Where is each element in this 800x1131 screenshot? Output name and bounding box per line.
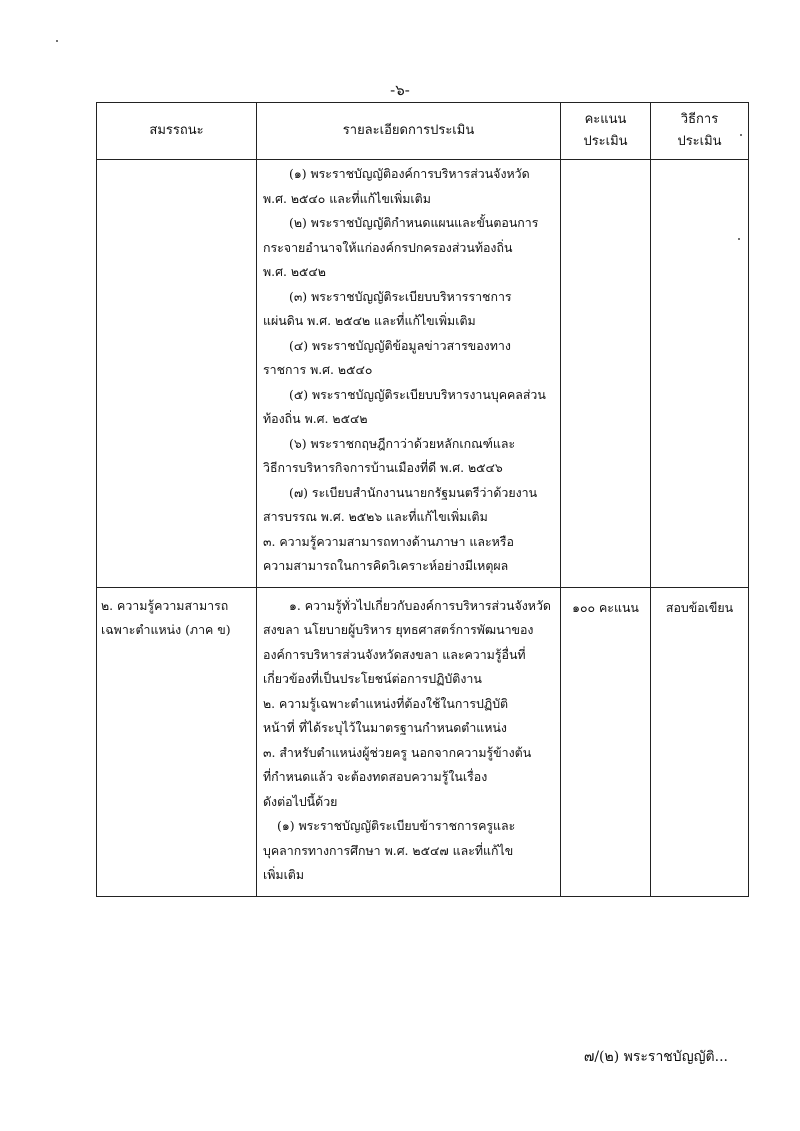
header-method — [651, 103, 749, 160]
detail-line: เพิ่มเติม — [263, 867, 305, 882]
header-method-line2: ประเมิน — [677, 134, 722, 149]
table-row — [97, 587, 749, 896]
detail-line: วิธีการบริหารกิจการบ้านเมืองที่ดี พ.ศ. ๒๕๔๖ — [263, 460, 503, 475]
detail-line: บุคลากรทางการศึกษา พ.ศ. ๒๕๔๗ และที่แก้ไข — [263, 842, 514, 858]
detail-line: ๒. ความรู้เฉพาะตำแหน่งที่ต้องใช้ในการปฏิบัติ — [263, 695, 509, 711]
detail-line: ท้องถิ่น พ.ศ. ๒๕๔๒ — [263, 411, 368, 426]
detail-line: (๗) ระเบียบสำนักงานนายกรัฐมนตรีว่าด้วยงาน — [289, 484, 538, 500]
row1-details — [257, 160, 561, 588]
detail-line: พ.ศ. ๒๕๔๒ — [263, 264, 326, 279]
detail-line: เกี่ยวข้องที่เป็นประโยชน์ต่อการปฏิบัติงาน — [263, 671, 482, 686]
table-row — [97, 160, 749, 588]
row2-competency — [97, 587, 257, 896]
assessment-table — [96, 102, 749, 897]
header-competency: สมรรถนะ — [97, 103, 257, 160]
detail-line: (๕) พระราชบัญญัติระเบียบบริหารงานบุคคลส่วน — [289, 386, 546, 402]
header-details: รายละเอียดการประเมิน — [257, 103, 561, 160]
detail-line: ความสามารถในการคิดวิเคราะห์อย่างมีเหตุผล — [263, 558, 509, 573]
table-header-row — [97, 103, 749, 160]
detail-line: (๒) พระราชบัญญัติกำหนดแผนและขั้นตอนการ — [289, 215, 539, 230]
scan-speck — [56, 40, 58, 42]
detail-line: ๓. ความรู้ความสามารถทางด้านภาษา และหรือ — [263, 533, 514, 549]
row1-score — [561, 160, 651, 588]
detail-line: (๑) พระราชบัญญัติองค์การบริหารส่วนจังหวัด — [289, 166, 530, 181]
scan-speck — [738, 238, 740, 240]
detail-line: ดังต่อไปนี้ด้วย — [263, 793, 338, 809]
competency-line: ๒. ความรู้ความสามารถ — [101, 597, 229, 613]
detail-line: ราชการ พ.ศ. ๒๕๔๐ — [263, 362, 373, 377]
row1-method — [651, 160, 749, 588]
detail-line: ๑. ความรู้ทั่วไปเกี่ยวกับองค์การบริหารส่วนจังหวัด — [289, 597, 551, 613]
detail-line: สารบรรณ พ.ศ. ๒๕๒๖ และที่แก้ไขเพิ่มเติม — [263, 509, 488, 524]
row2-method: สอบข้อเขียน — [651, 587, 749, 896]
detail-line: ที่กำหนดแล้ว จะต้องทดสอบความรู้ในเรื่อง — [263, 769, 488, 784]
scan-speck — [740, 134, 742, 136]
continuation-footer: ๗/(๒) พระราชบัญญัติ... — [583, 1049, 728, 1065]
detail-line: หน้าที่ ที่ได้ระบุไว้ในมาตรฐานกำหนดตำแหน่ง — [263, 720, 507, 735]
detail-line: (๓) พระราชบัญญัติระเบียบบริหารราชการ — [289, 288, 512, 304]
detail-line: สงขลา นโยบายผู้บริหาร ยุทธศาสตร์การพัฒนาของ — [263, 622, 534, 637]
page-number: -๖- — [390, 81, 410, 99]
row2-details — [257, 587, 561, 896]
header-method-line1: วิธีการ — [680, 112, 719, 127]
header-score-line2: ประเมิน — [583, 134, 628, 149]
detail-line: กระจายอำนาจให้แก่องค์กรปกครองส่วนท้องถิ่น — [263, 239, 513, 255]
header-score-line1: คะแนน — [584, 112, 627, 127]
row1-competency — [97, 160, 257, 588]
detail-line: (๖) พระราชกฤษฎีกาว่าด้วยหลักเกณฑ์และ — [289, 435, 516, 451]
detail-line: พ.ศ. ๒๕๔๐ และที่แก้ไขเพิ่มเติม — [263, 190, 431, 206]
detail-line: (๑) พระราชบัญญัติระเบียบข้าราชการครูและ — [277, 818, 516, 833]
row2-score: ๑๐๐ คะแนน — [561, 587, 651, 896]
detail-line: แผ่นดิน พ.ศ. ๒๕๔๒ และที่แก้ไขเพิ่มเติม — [263, 313, 476, 328]
detail-line: ๓. สำหรับตำแหน่งผู้ช่วยครู นอกจากความรู้ข้างต้น — [263, 744, 532, 760]
detail-line: องค์การบริหารส่วนจังหวัดสงขลา และความรู้อื่นที่ — [263, 646, 526, 662]
header-score — [561, 103, 651, 160]
detail-line: (๔) พระราชบัญญัติข้อมูลข่าวสารของทาง — [289, 337, 511, 353]
competency-line: เฉพาะตำแหน่ง (ภาค ข) — [101, 622, 231, 637]
